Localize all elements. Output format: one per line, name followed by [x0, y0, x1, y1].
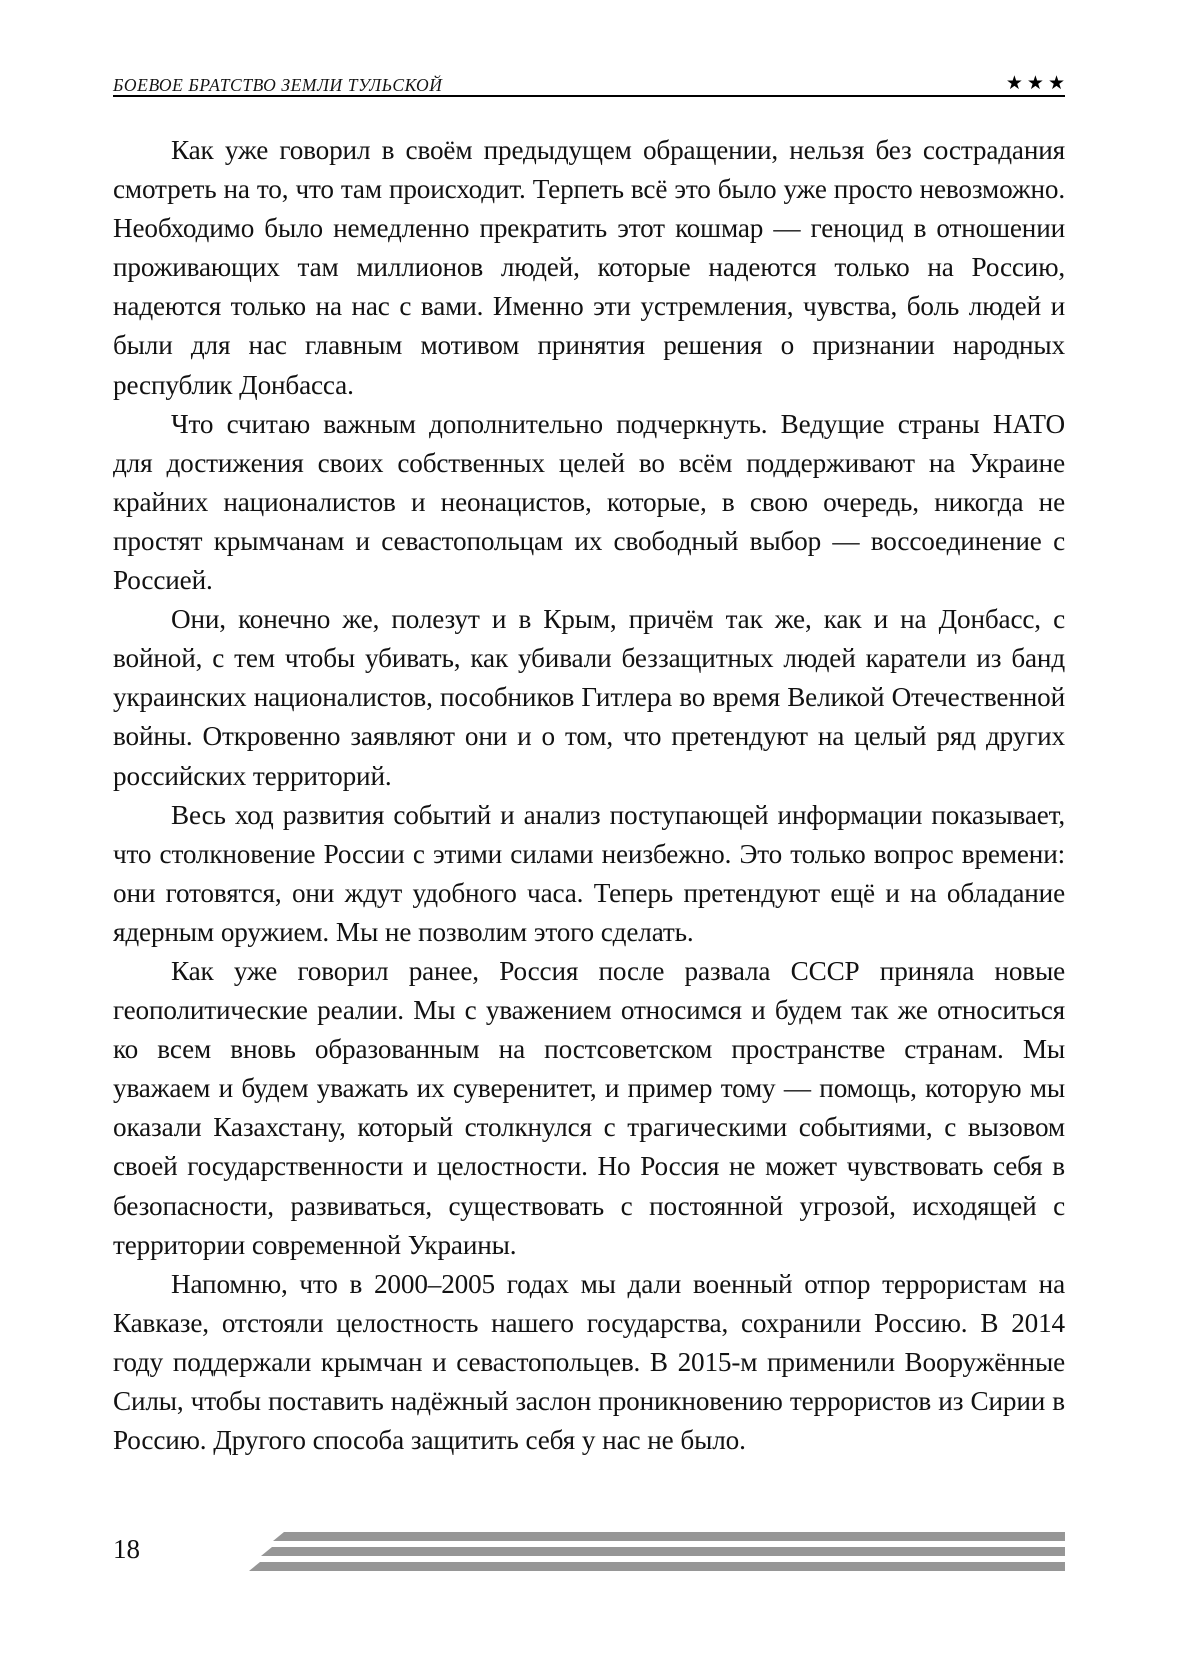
body-text-block — [113, 131, 1065, 1460]
star-icon: ★ — [1047, 73, 1065, 94]
header-divider-rule — [113, 95, 1065, 97]
running-head-title: БОЕВОЕ БРАТСТВО ЗЕМЛИ ТУЛЬСКОЙ — [113, 74, 443, 95]
star-icon: ★ — [1026, 73, 1044, 94]
running-head-star-group — [1006, 74, 1065, 93]
footer-bar — [261, 1547, 1065, 1556]
page-footer — [113, 1528, 1065, 1588]
star-icon: ★ — [1005, 73, 1023, 94]
body-paragraph: Напомню, что в 2000–2005 годах мы дали военный отпор террористам на Кавказе, отстояли целостность нашего государства, сохранили Россию. В 2014 году поддержали крымчан и севастопольцев. В 2015-м применили Вооружённые Силы, чтобы поставить надёжный заслон проникновению террористов из Сирии в Россию. Другого способа защитить себя у нас не было. — [113, 1268, 1065, 1456]
body-paragraph: Как уже говорил в своём предыдущем обращении, нельзя без сострадания смотреть на то, что там происходит. Терпеть всё это было уже просто невозможно. Необходимо было немедленно прекратить этот кошмар — геноцид в отношении проживающих там миллионов людей, которые надеются только на Россию, надеются только на нас с вами. Именно эти устремления, чувства, боль людей и были для нас главным мотивом принятия решения о признании народных республик Донбасса. — [113, 135, 1065, 400]
body-paragraph: Они, конечно же, полезут и в Крым, причём так же, как и на Донбасс, с войной, с тем чтобы убивать, как убивали беззащитных людей каратели из банд украинских националистов, пособников Гитлера во время Великой Отечественной войны. Откровенно заявляют они и о том, что претендуют на целый ряд других российских территорий. — [113, 604, 1065, 791]
footer-bar — [273, 1532, 1065, 1541]
body-paragraph: Весь ход развития событий и анализ поступающей информации показывает, что столкновение России с этими силами неизбежно. Это только вопрос времени: они готовятся, они ждут удобного часа. Теперь претендуют ещё и на обладание ядерным оружием. Мы не позволим этого сделать. — [113, 799, 1065, 947]
running-head — [113, 54, 1065, 98]
body-paragraph: Как уже говорил ранее, Россия после развала СССР приняла новые геополитические реалии. Мы с уважением относимся и будем так же относиться ко всем вновь образованным на постсоветском пространстве странам. Мы уважаем и будем уважать их суверенитет, и пример тому — помощь, которую мы оказали Казахстану, который столкнулся с трагическими событиями, с вызовом своей государственности и целостности. Но Россия не может чувствовать себя в безопасности, развиваться, существовать с постоянной угрозой, исходящей с территории современной Украины. — [113, 955, 1065, 1260]
page-number: 18 — [113, 1534, 140, 1564]
body-paragraph: Что считаю важным дополнительно подчеркнуть. Ведущие страны НАТО для достижения своих собственных целей во всём поддерживают на Украине крайних националистов и неонацистов, которые, в свою очередь, никогда не простят крымчанам и севастопольцам их свободный выбор — воссоединение с Россией. — [113, 408, 1065, 596]
footer-bar — [249, 1562, 1065, 1571]
footer-decorative-bars — [113, 1528, 1065, 1574]
